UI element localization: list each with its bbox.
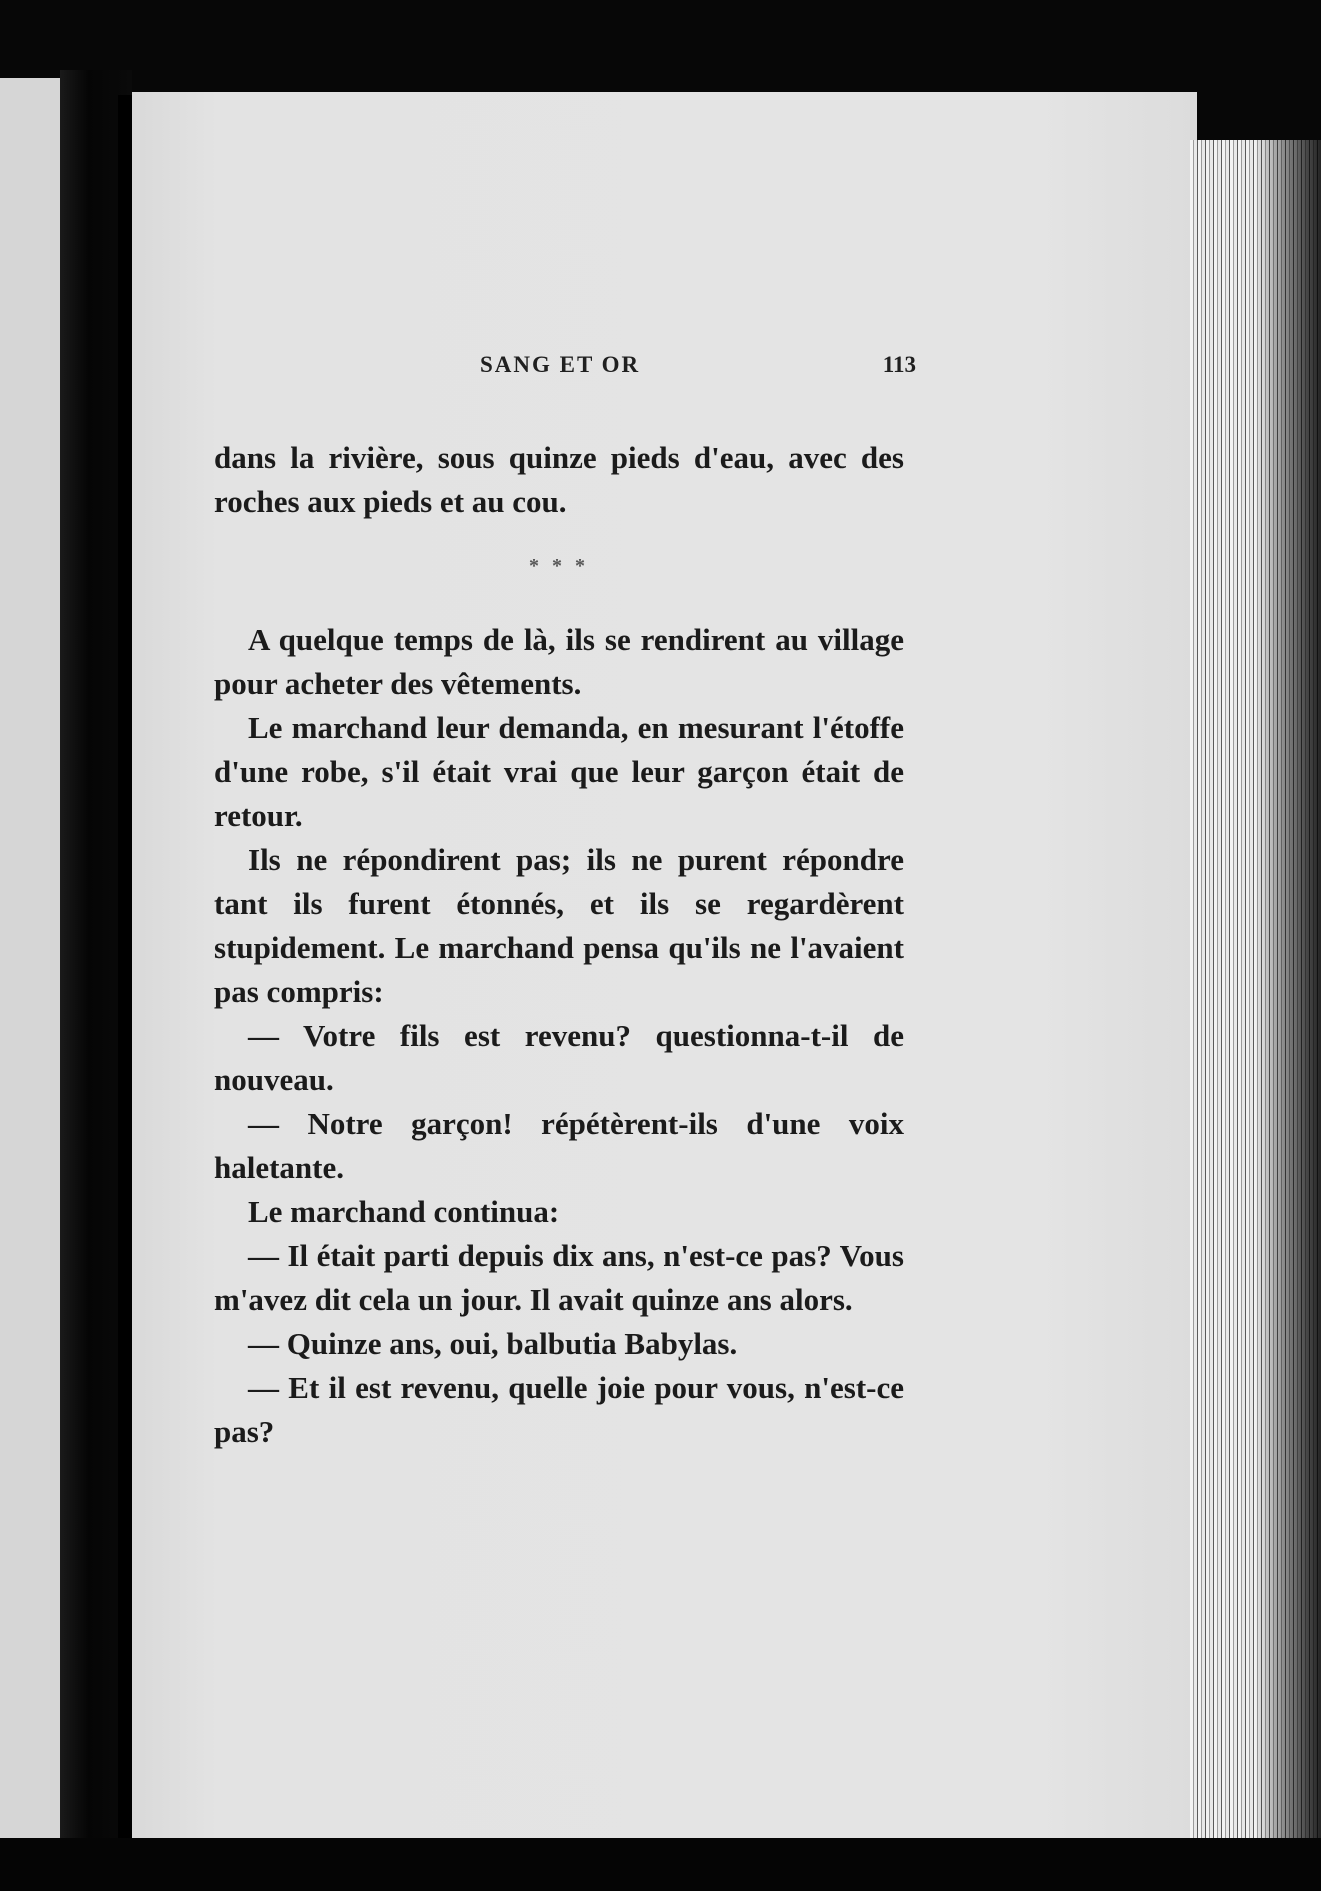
running-head [230,352,930,392]
body-text [214,436,904,1454]
running-title: SANG ET OR [480,352,641,377]
continuation-paragraph: dans la rivière, sous quinze pieds d'eau, avec des roches aux pieds et au cou. [214,440,904,519]
paragraph: — Quinze ans, oui, balbutia Babylas. [248,1326,738,1361]
paragraph: Le marchand continua: [248,1194,560,1229]
paragraph: Le marchand leur demanda, en mesurant l'étoffe d'une robe, s'il était vrai que leur garçon était de retour. [214,710,904,833]
paragraph: — Notre garçon! répétèrent-ils d'une voix haletante. [214,1106,904,1185]
bottom-shadow [0,1838,1321,1891]
paragraph: A quelque temps de là, ils se rendirent au village pour acheter des vêtements. [214,622,904,701]
previous-page-edge [0,78,60,1838]
section-separator: * * * [529,555,589,577]
paragraph: — Il était parti depuis dix ans, n'est-ce pas? Vous m'avez dit cela un jour. Il avait quinze ans alors. [214,1238,904,1317]
page-number: 113 [882,352,916,377]
paragraph: — Et il est revenu, quelle joie pour vous, n'est-ce pas? [214,1370,904,1449]
page-edges-shadow [1255,140,1321,1840]
paragraph: Ils ne répondirent pas; ils ne purent répondre tant ils furent étonnés, et ils se regardèrent stupidement. Le marchand pensa qu'ils ne l'avaient pas compris: [214,842,904,1009]
paragraph: — Votre fils est revenu? questionna-t-il de nouveau. [214,1018,904,1097]
